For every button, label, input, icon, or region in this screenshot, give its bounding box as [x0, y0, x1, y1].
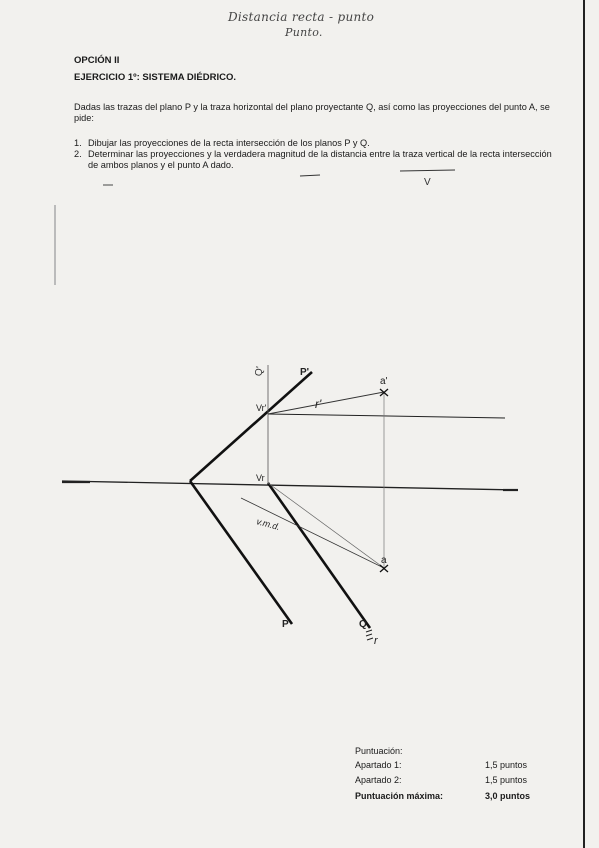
label-p-prime: P' — [300, 367, 310, 378]
task-text: Determinar las proyecciones y la verdadera magnitud de la distancia entre la traza vertical de la recta intersección de ambos planos y el punto A dado. — [88, 149, 552, 170]
label-q: Q — [359, 619, 367, 630]
task-number: 1. — [74, 138, 82, 148]
handwritten-note-2: Punto. — [285, 26, 323, 39]
label-p: P — [282, 619, 289, 630]
trace-p-vertical — [190, 372, 312, 481]
exercise-statement: Dadas las trazas del plano P y la traza horizontal del plano proyectante Q, así como las proyecciones del punto A, se pide: — [74, 102, 550, 123]
task-number: 2. — [74, 149, 82, 159]
intersection-line-vertical-projection — [268, 414, 505, 418]
underline-mark — [400, 170, 455, 171]
label-r-prime: r' — [315, 397, 322, 411]
label-q-prime: Q' — [253, 365, 266, 378]
score-label-1: Apartado 1: — [355, 760, 402, 770]
trace-q-horizontal — [268, 483, 370, 628]
handwritten-note: Distancia recta - punto — [228, 10, 375, 24]
score-value-2: 1,5 puntos — [485, 775, 528, 785]
task-text: Dibujar las proyecciones de la recta intersección de los planos P y Q. — [88, 138, 370, 148]
score-label-max: Puntuación máxima: — [355, 791, 444, 801]
exercise-title: EJERCICIO 1º: SISTEMA DIÉDRICO. — [74, 72, 237, 83]
trace-p-horizontal — [190, 481, 292, 624]
true-magnitude-line — [241, 498, 384, 568]
handwritten-v: V — [424, 177, 431, 188]
score-heading: Puntuación: — [355, 746, 403, 756]
label-vmd: v.m.d. — [255, 516, 282, 533]
score-value-max: 3,0 puntos — [485, 791, 531, 801]
label-vr-prime: Vr' — [256, 403, 267, 413]
label-vr: Vr — [256, 473, 265, 483]
r-hatch-mark — [366, 630, 373, 640]
underline-mark — [300, 175, 320, 176]
label-r: r — [374, 635, 378, 647]
option-title: OPCIÓN II — [74, 55, 120, 66]
score-label-2: Apartado 2: — [355, 775, 402, 785]
ground-line — [62, 481, 518, 490]
label-a: a — [381, 555, 387, 566]
label-a-prime: a' — [380, 376, 388, 387]
score-value-1: 1,5 puntos — [485, 760, 528, 770]
intersection-line-horizontal-projection — [268, 483, 384, 568]
